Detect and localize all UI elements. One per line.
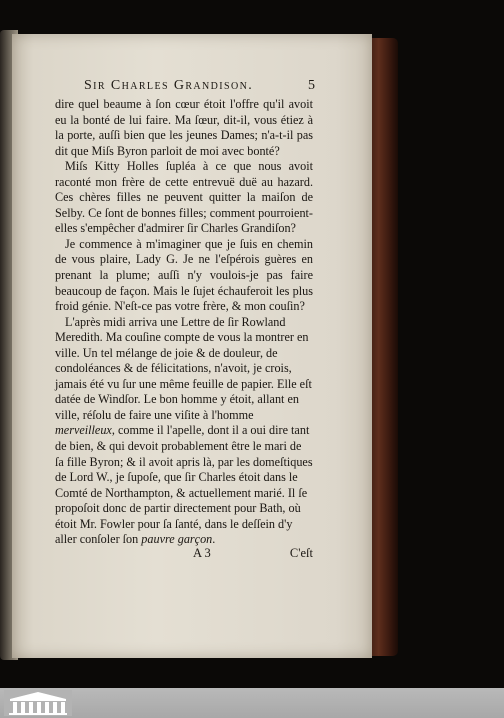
paragraph-4-end: . xyxy=(212,532,216,547)
catchword: C'eſt xyxy=(289,546,313,560)
body-text xyxy=(55,97,313,548)
page-footer xyxy=(55,546,313,564)
paragraph-3: Je commence à m'imaginer que je ſuis en chemin de vous plaire, Lady G. Je ne l'eſpérois guères en prenant la plume; auſſi n'y voulois-je pas faire beaucoup de façon. Mais le ſujet échauferoit les plus froid génie. N'eſt-ce pas votre frère, & mon couſin? xyxy=(55,236,313,314)
running-title: Sir Charles Grandison. xyxy=(84,78,254,93)
signature-mark: A 3 xyxy=(193,546,211,560)
paragraph-2: Miſs Kitty Holles ſupléa à ce que nous avoit raconté mon frère de cette entrevuë duë au hazard. Ces chères filles ne peuvent quitter la maiſon de Selby. Ce ſont de bonnes filles; comment pourroient-elles s'empêcher d'admirer ſir Charles Grandiſon? xyxy=(55,159,313,236)
paragraph-4-italic-2: pauvre garçon xyxy=(141,532,213,547)
paragraph-4 xyxy=(55,315,313,548)
library-building-icon xyxy=(4,690,72,716)
page-number: 5 xyxy=(308,78,316,93)
paragraph-4-italic-1: merveilleux xyxy=(55,423,112,438)
viewer-bottom-bar xyxy=(0,688,504,718)
page-header xyxy=(58,78,316,96)
book-spine xyxy=(368,38,398,656)
paragraph-4-part-1: L'après midi arriva une Lettre de ſir Rowland Meredith. Ma couſine compte de vous la montrer en ville. Un tel mélange de joie & de douleur, de condoléances & de félicitations, n'avoit, je crois, jamais été vu ſur une même feuille de papier. Elle eſt datée de Windſor. Le bon homme y étoit, allant en ville, réſolu de faire une viſite à l'homme xyxy=(55,314,312,422)
paragraph-4-part-2: , comme il l'apelle, dont il a oui dire tant de bien, & qui devoit probablement être le mari de ſa fille Byron; & il avoit apris là, par les domeſtiques de Lord W., je ſupoſe, que ſir Charles étoit dans le Comté de Northampton, & actuellement marié. Il ſe propoſoit donc de partir directement pour Bath, où étoit Mr. Fowler pour ſa ſanté, dans le deſſein d'y aller conſoler ſon xyxy=(55,423,313,547)
paragraph-1: dire quel beaume à ſon cœur étoit l'offre qu'il avoit eu la bonté de lui faire. Ma ſœur, dit-il, vous étiez à la porte, auſſi bien que les jeunes Dames; n'a-t-il pas dit que Miſs Byron parloit de moi avec bonté? xyxy=(55,97,313,158)
